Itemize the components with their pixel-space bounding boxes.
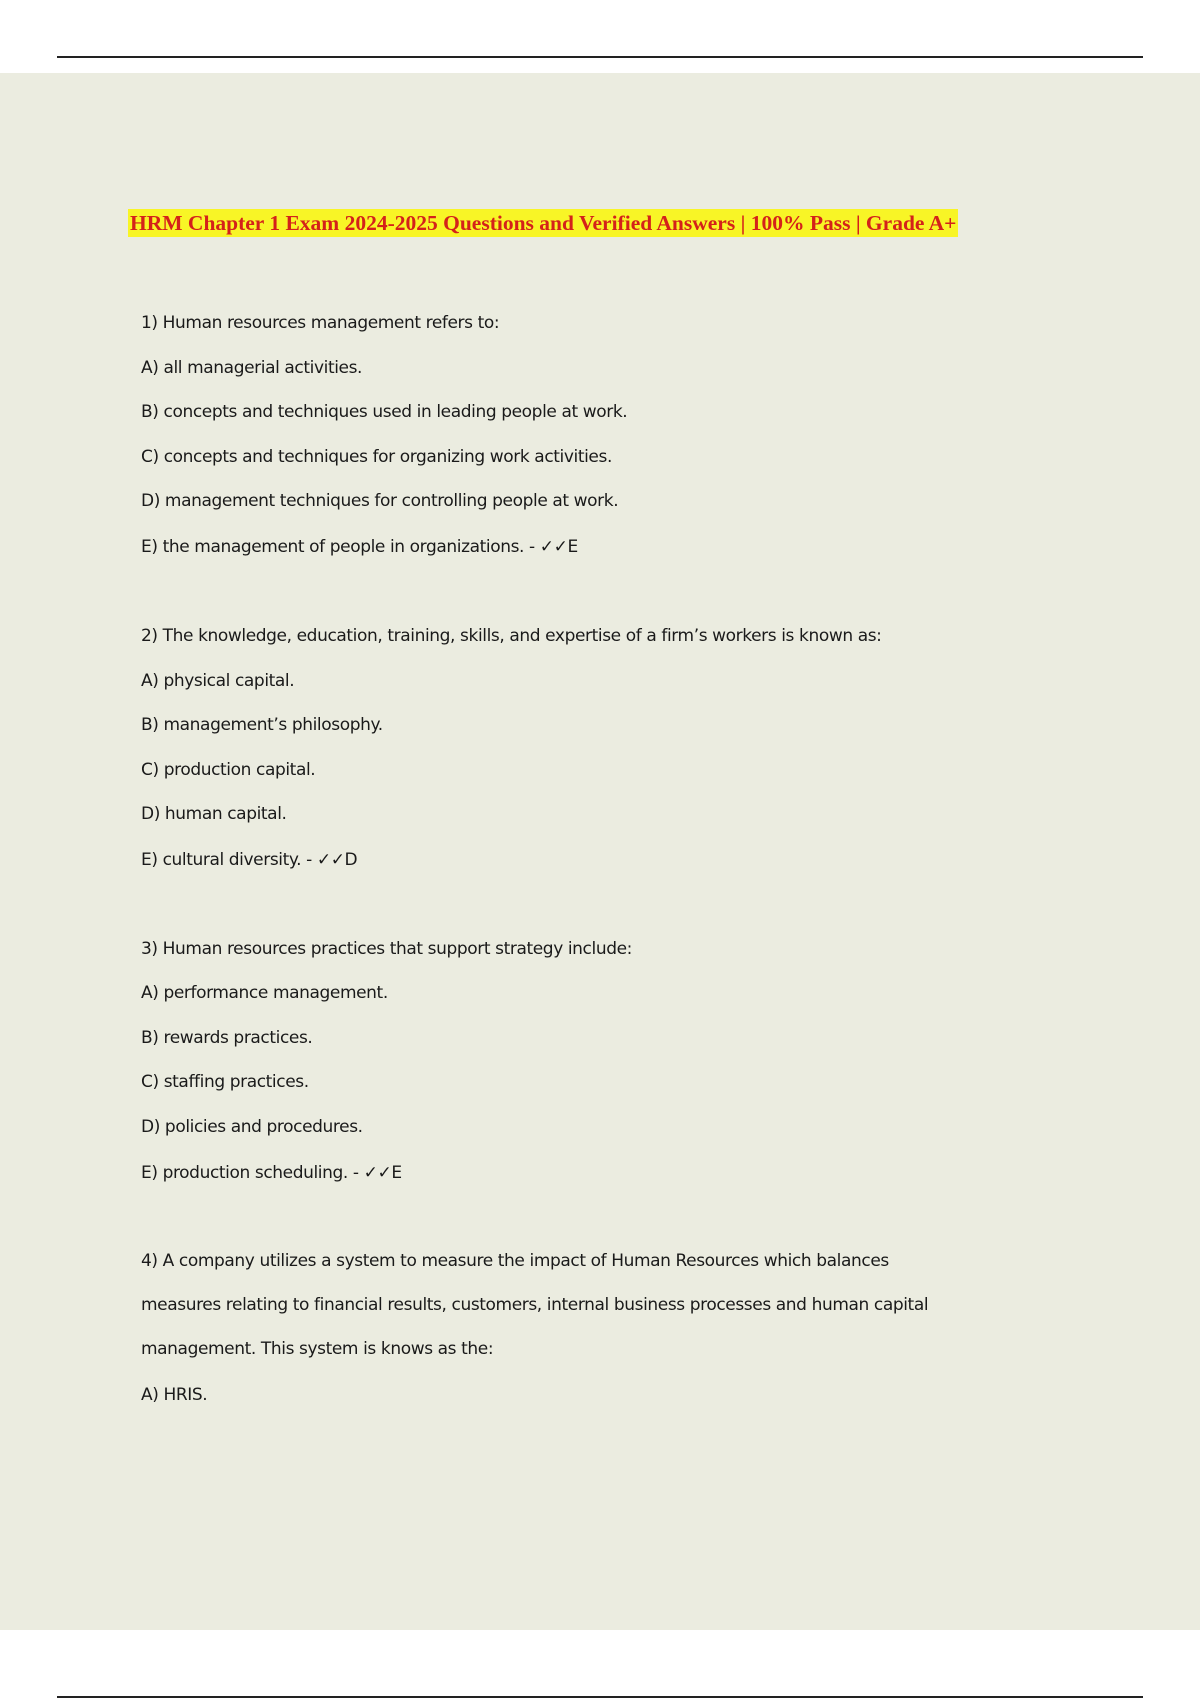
question-1-option-c: C) concepts and techniques for organizing work activities. [141,447,612,467]
question-2-option-e: E) cultural diversity. - ✓✓D [141,850,358,870]
question-1-option-e: E) the management of people in organizations. - ✓✓E [141,537,578,557]
question-1-option-d: D) management techniques for controlling people at work. [141,491,619,511]
question-2-option-c: C) production capital. [141,760,316,780]
question-3-option-d: D) policies and procedures. [141,1117,363,1137]
footer-rule [57,1696,1143,1698]
question-4-stem-line-1: 4) A company utilizes a system to measure the impact of Human Resources which balances [141,1251,889,1271]
question-3-option-b: B) rewards practices. [141,1028,313,1048]
header-rule [57,56,1143,58]
question-4-stem-line-2: measures relating to financial results, customers, internal business processes and human capital [141,1295,929,1315]
question-1-option-a: A) all managerial activities. [141,358,363,378]
question-2-option-d: D) human capital. [141,804,287,824]
question-3-stem: 3) Human resources practices that support strategy include: [141,939,632,959]
question-3-option-a: A) performance management. [141,983,388,1003]
question-2-option-b: B) management’s philosophy. [141,715,383,735]
question-3-option-e: E) production scheduling. - ✓✓E [141,1163,402,1183]
question-3-option-c: C) staffing practices. [141,1072,309,1092]
question-2-option-a: A) physical capital. [141,671,295,691]
document-title: HRM Chapter 1 Exam 2024-2025 Questions and Verified Answers | 100% Pass | Grade A+ [130,211,957,235]
question-4-stem-line-3: management. This system is knows as the: [141,1339,494,1359]
question-2-stem: 2) The knowledge, education, training, skills, and expertise of a firm’s workers is known as: [141,626,882,646]
question-1-option-b: B) concepts and techniques used in leading people at work. [141,402,628,422]
question-1-stem: 1) Human resources management refers to: [141,313,500,333]
question-4-option-a: A) HRIS. [141,1385,208,1405]
